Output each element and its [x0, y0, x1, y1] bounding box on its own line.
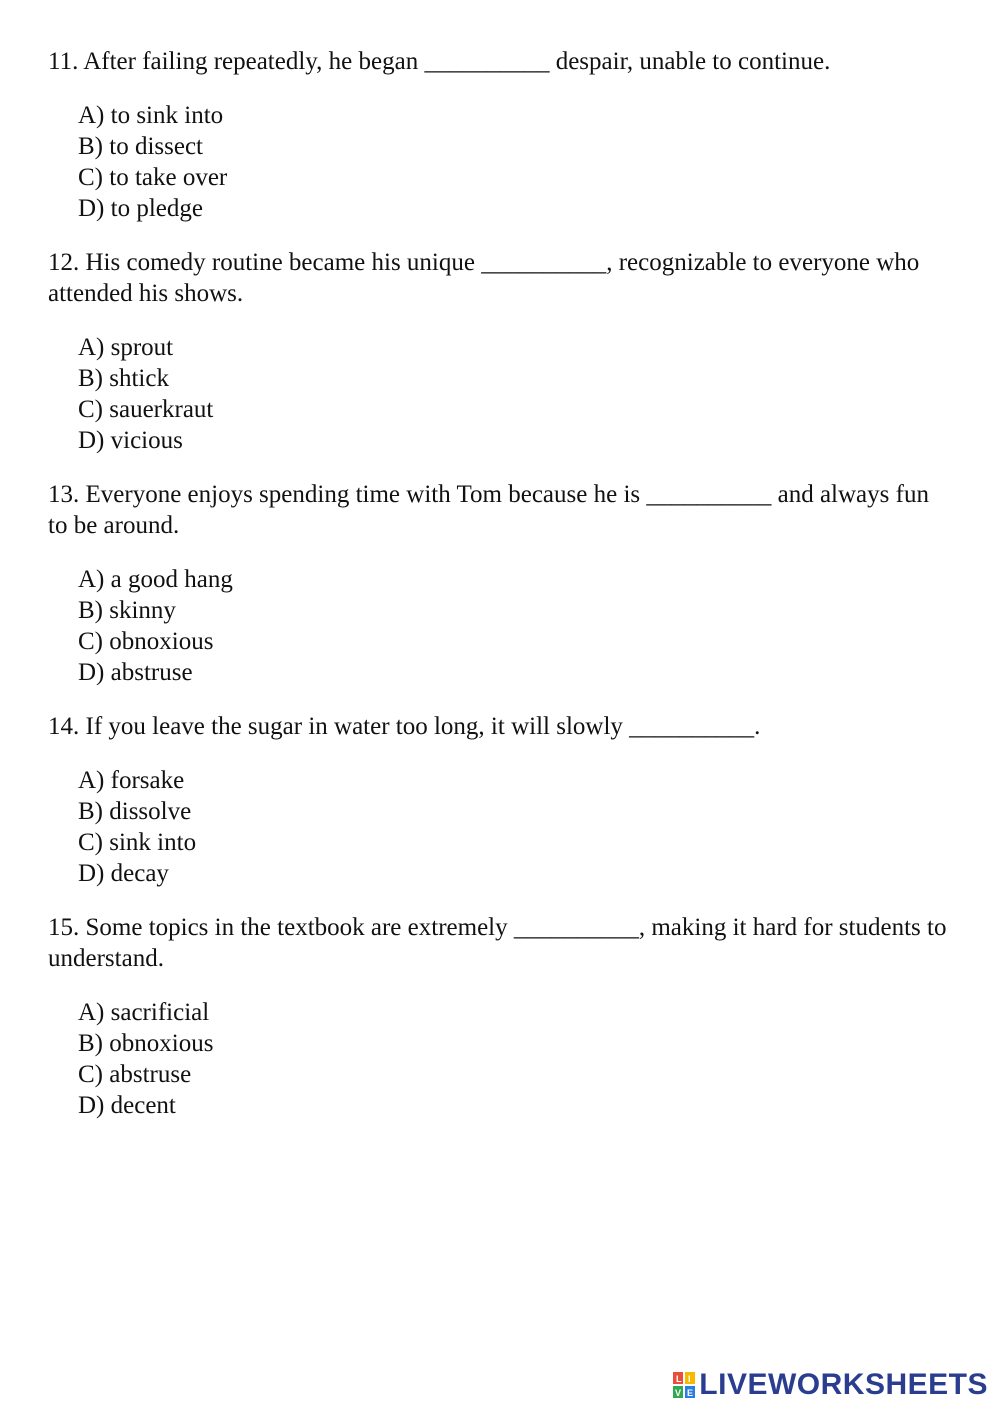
options-list — [48, 100, 948, 224]
option-b: B) to dissect — [78, 133, 203, 160]
question-14 — [48, 711, 948, 889]
option-b: B) shtick — [78, 365, 169, 392]
options-list — [48, 997, 948, 1121]
question-12 — [48, 247, 948, 456]
svg-text:I: I — [688, 1374, 691, 1384]
svg-text:L: L — [676, 1374, 682, 1384]
option-a: A) sprout — [78, 334, 174, 361]
option-a: A) forsake — [78, 767, 185, 794]
question-text: 15. Some topics in the textbook are extremely __________, making it hard for students to understand. — [48, 914, 947, 972]
liveworksheets-logo[interactable] — [673, 1368, 988, 1402]
question-15 — [48, 912, 948, 1121]
option-c: C) sauerkraut — [78, 396, 214, 423]
option-c: C) obnoxious — [78, 628, 214, 655]
options-list — [48, 765, 948, 889]
options-list — [48, 332, 948, 456]
option-c: C) to take over — [78, 164, 228, 191]
option-d: D) decay — [78, 860, 169, 887]
option-d: D) abstruse — [78, 659, 193, 686]
question-13 — [48, 479, 948, 688]
option-b: B) obnoxious — [78, 1030, 214, 1057]
option-d: D) decent — [78, 1092, 176, 1119]
question-text: 13. Everyone enjoys spending time with Tom because he is __________ and always fun to be around. — [48, 481, 929, 539]
option-c: C) abstruse — [78, 1061, 192, 1088]
question-text: 12. His comedy routine became his unique __________, recognizable to everyone who attended his shows. — [48, 249, 920, 307]
option-a: A) a good hang — [78, 566, 233, 593]
option-b: B) dissolve — [78, 798, 192, 825]
option-b: B) skinny — [78, 597, 176, 624]
option-d: D) vicious — [78, 427, 183, 454]
option-a: A) to sink into — [78, 102, 224, 129]
svg-text:E: E — [687, 1388, 694, 1398]
option-d: D) to pledge — [78, 195, 203, 222]
question-text: 14. If you leave the sugar in water too long, it will slowly __________. — [48, 713, 761, 740]
liveworksheets-logo-icon — [673, 1372, 695, 1398]
option-a: A) sacrificial — [78, 999, 210, 1026]
question-11 — [48, 46, 948, 224]
question-text: 11. After failing repeatedly, he began __________ despair, unable to continue. — [48, 48, 831, 75]
options-list — [48, 564, 948, 688]
worksheet-page — [48, 46, 948, 1144]
svg-text:V: V — [675, 1388, 682, 1398]
option-c: C) sink into — [78, 829, 197, 856]
logo-text: LIVEWORKSHEETS — [699, 1368, 988, 1401]
